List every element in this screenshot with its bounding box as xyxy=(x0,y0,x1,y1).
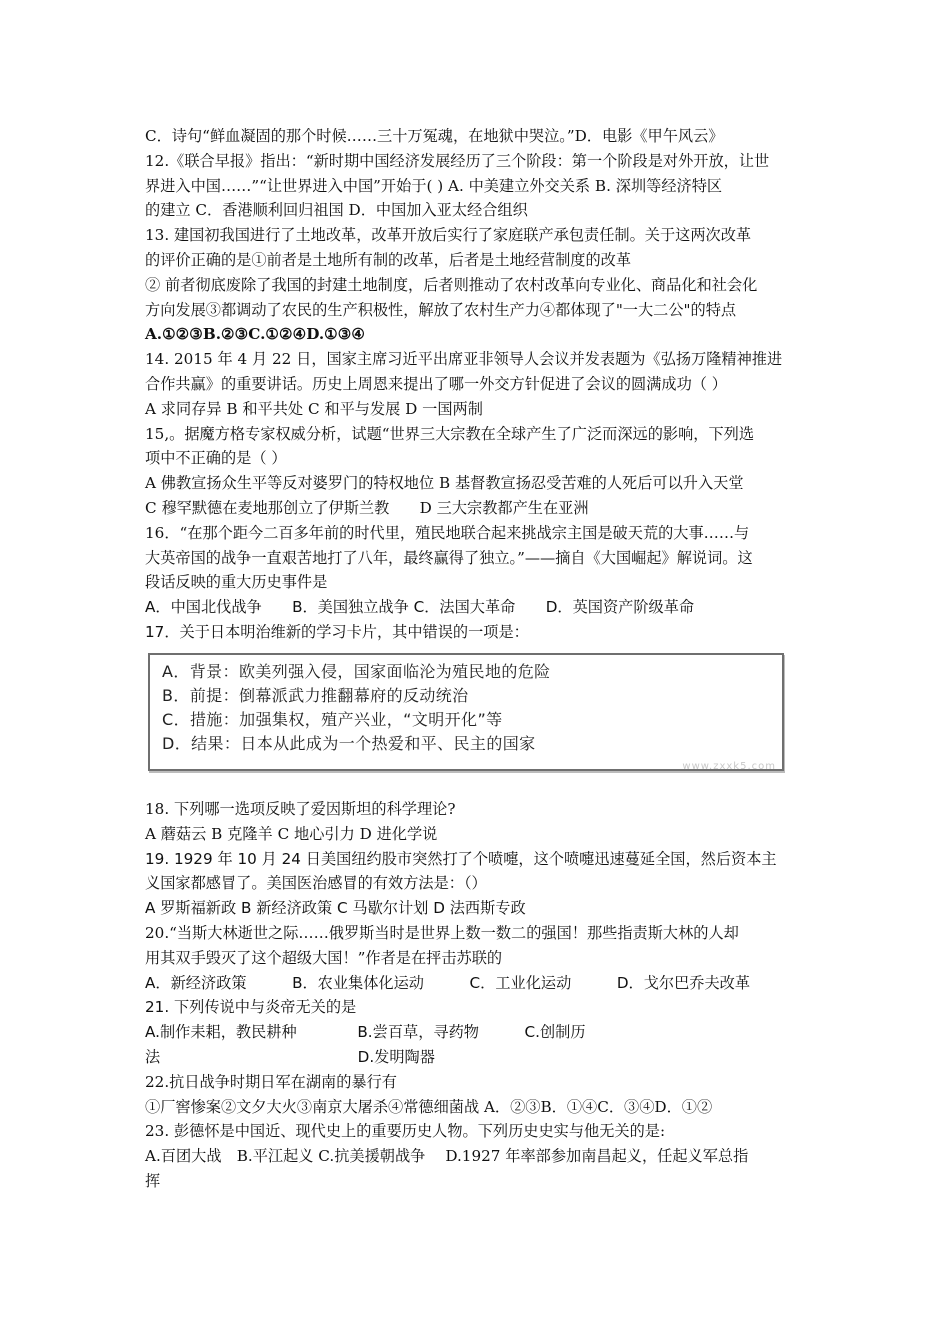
text-line: A．中国北伐战争 B．美国独立战争 C．法国大革命 D．英国资产阶级革命 xyxy=(145,598,695,617)
text-line: 项中不正确的是（ ） xyxy=(145,449,287,468)
text-line: 法 D.发明陶器 xyxy=(145,1047,435,1066)
text-line: 方向发展③都调动了农民的生产积极性，解放了农村生产力④都体现了"一大二公"的特点 xyxy=(145,300,737,319)
card-line-d: D．结果：日本从此成为一个热爱和平、民主的国家 xyxy=(162,734,536,753)
questions-lower xyxy=(145,797,813,1194)
text-line: 19. 1929 年 10 月 24 日美国纽约股市突然打了个喷嚏，这个喷嚏迅速蔓延全国，然后资本主 xyxy=(145,849,777,868)
text-line: 15,。据魔方格专家权威分析，试题“世界三大宗教在全球产生了广泛而深远的影响，下列选 xyxy=(145,424,755,443)
text-line: A 蘑菇云 B 克隆羊 C 地心引力 D 进化学说 xyxy=(145,824,438,843)
text-line: A 求同存异 B 和平共处 C 和平与发展 D 一国两制 xyxy=(145,399,483,418)
text-line: 的评价正确的是①前者是土地所有制的改革，后者是土地经营制度的改革 xyxy=(145,250,631,269)
text-line: 段话反映的重大历史事件是 xyxy=(145,573,328,592)
text-line: 大英帝国的战争一直艰苦地打了八年，最终赢得了独立。”——摘自《大国崛起》解说词。这 xyxy=(145,548,753,567)
text-line: A．新经济政策 B．农业集体化运动 C．工业化运动 D．戈尔巴乔夫改革 xyxy=(145,973,751,992)
text-line: 20.“当斯大林逝世之际……俄罗斯当时是世界上数一数二的强国！那些指责斯大林的人却 xyxy=(145,923,739,942)
text-line: 12.《联合早报》指出：“新时期中国经济发展经历了三个阶段：第一个阶段是对外开放，让世 xyxy=(145,151,770,170)
text-line: 的建立 C．香港顺利回归祖国 D．中国加入亚太经合组织 xyxy=(145,201,528,220)
text-line: 21. 下列传说中与炎帝无关的是 xyxy=(145,998,357,1017)
text-line: 挥 xyxy=(145,1171,161,1190)
text-line: A.①②③B.②③C.①②④D.①③④ xyxy=(145,325,365,344)
card-line-c: C．措施：加强集权，殖产兴业，“文明开化”等 xyxy=(162,710,503,729)
text-line: 合作共赢》的重要讲话。历史上周恩来提出了哪一外交方针促进了会议的圆满成功（ ） xyxy=(145,374,727,393)
text-line: 22.抗日战争时期日军在湖南的暴行有 xyxy=(145,1072,397,1091)
text-line: C 穆罕默德在麦地那创立了伊斯兰教 D 三大宗教都产生在亚洲 xyxy=(145,498,589,517)
text-line: A 佛教宣扬众生平等反对婆罗门的特权地位 B 基督教宣扬忍受苦难的人死后可以升入天堂 xyxy=(145,474,744,493)
card-line-b: B．前提：倒幕派武力推翻幕府的反动统治 xyxy=(162,686,469,705)
text-line: 23. 彭德怀是中国近、现代史上的重要历史人物。下列历史史实与他无关的是: xyxy=(145,1122,666,1141)
text-line: 14. 2015 年 4 月 22 日，国家主席习近平出席亚非领导人会议并发表题为《弘扬万隆精神推进 xyxy=(145,350,783,369)
card-line-a: A．背景：欧美列强入侵，国家面临沦为殖民地的危险 xyxy=(162,662,551,681)
text-line: 18. 下列哪一选项反映了爱因斯坦的科学理论? xyxy=(145,800,456,818)
text-line: 16．“在那个距今二百多年前的时代里，殖民地联合起来挑战宗主国是破天荒的大事……与 xyxy=(145,523,750,542)
questions-upper xyxy=(145,124,813,645)
text-line: 17．关于日本明治维新的学习卡片，其中错误的一项是： xyxy=(145,622,529,641)
text-line: C．诗句“鲜血凝固的那个时候……三十万冤魂，在地狱中哭泣。”D．电影《甲午风云》 xyxy=(145,127,724,145)
text-line: A 罗斯福新政 B 新经济政策 C 马歇尔计划 D 法西斯专政 xyxy=(145,899,526,918)
text-line: 13. 建国初我国进行了土地改革，改革开放后实行了家庭联产承包责任制。关于这两次改革 xyxy=(145,226,752,245)
text-line: A.制作耒耜，教民耕种 B.尝百草，寻药物 C.创制历 xyxy=(145,1023,586,1042)
text-line: A.百团大战 B.平江起义 C.抗美援朝战争 D.1927 年率部参加南昌起义，任起义军总指 xyxy=(145,1147,749,1166)
text-line: ② 前者彻底废除了我国的封建土地制度，后者则推动了农村改革向专业化、商品化和社会化 xyxy=(145,275,758,294)
card-watermark: www.zxxk5.com xyxy=(682,761,776,772)
meiji-study-card xyxy=(148,653,784,771)
text-line: 界进入中国……”“让世界进入中国”开始于( ) A. 中美建立外交关系 B. 深圳等经济特区 xyxy=(145,176,723,195)
text-line: 义国家都感冒了。美国医治感冒的有效方法是：（） xyxy=(145,874,487,893)
text-line: ①厂窖惨案②文夕大火③南京大屠杀④常德细菌战 A．②③B．①④C．③④D．①② xyxy=(145,1097,713,1116)
text-line: 用其双手毁灭了这个超级大国！”作者是在抨击苏联的 xyxy=(145,948,503,967)
